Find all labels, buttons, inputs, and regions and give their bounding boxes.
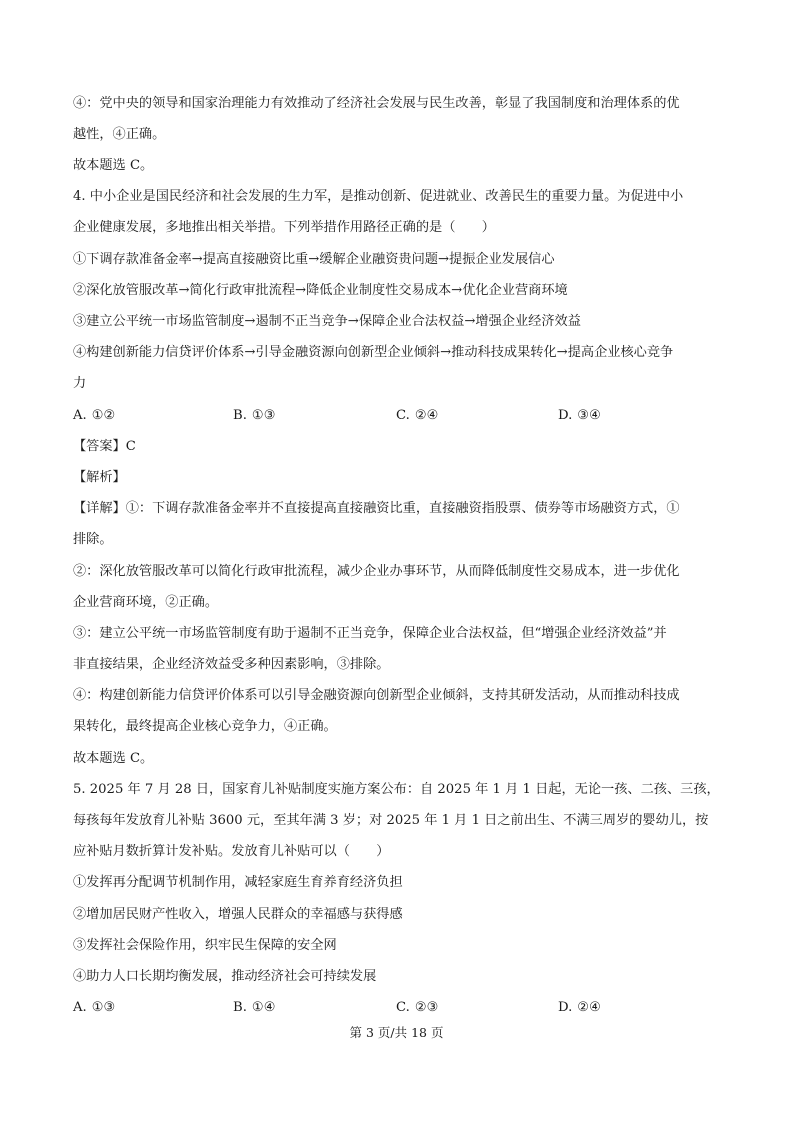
q5-options xyxy=(73,998,723,1018)
q5-statement-4: ④助力人口长期均衡发展，推动经济社会可持续发展 xyxy=(73,969,377,984)
q4-detail-4-cont: 果转化，最终提高企业核心竞争力，④正确。 xyxy=(73,719,337,734)
q5-stem-line-3: 应补贴月数折算计发补贴。发放育儿补贴可以（ ） xyxy=(73,844,390,859)
q4-statement-2: ②深化放管服改革→简化行政审批流程→降低企业制度性交易成本→优化企业营商环境 xyxy=(73,283,568,298)
q5-option-c: C. ②③ xyxy=(396,1000,439,1015)
q5-statement-2: ②增加居民财产性收入，增强人民群众的幸福感与获得感 xyxy=(73,907,403,922)
q4-conclusion: 故本题选 C。 xyxy=(73,751,154,766)
q5-statement-1: ①发挥再分配调节机制作用，减轻家庭生育养育经济负担 xyxy=(73,875,403,890)
q4-stem-line-1: 4. 中小企业是国民经济和社会发展的生力军，是推动创新、促进就业、改善民生的重要力量。为促进中小 xyxy=(73,189,684,204)
page-number-footer: 第 3 页/共 18 页 xyxy=(349,1025,444,1040)
q3-analysis-line-4: ④：党中央的领导和国家治理能力有效推动了经济社会发展与民生改善，彰显了我国制度和治理体系的优 xyxy=(73,96,680,111)
q4-option-d: D. ③④ xyxy=(558,408,601,423)
q4-detail-4: ④：构建创新能力信贷评价体系可以引导金融资源向创新型企业倾斜，支持其研发活动，从而推动科技成 xyxy=(73,688,680,703)
q4-statement-1: ①下调存款准备金率→提高直接融资比重→缓解企业融资贵问题→提振企业发展信心 xyxy=(73,252,555,267)
q4-option-c: C. ②④ xyxy=(396,408,439,423)
q4-detail-3-cont: 非直接结果，企业经济效益受多种因素影响，③排除。 xyxy=(73,657,390,672)
q4-answer: 【答案】C xyxy=(73,439,136,454)
q4-statement-3: ③建立公平统一市场监管制度→遏制不正当竞争→保障企业合法权益→增强企业经济效益 xyxy=(73,314,581,329)
q5-statement-3: ③发挥社会保险作用，织牢民生保障的安全网 xyxy=(73,938,337,953)
q4-stem-line-2: 企业健康发展，多地推出相关举措。下列举措作用路径正确的是（ ） xyxy=(73,220,495,235)
q4-options xyxy=(73,406,723,426)
q4-detail-1-cont: 排除。 xyxy=(73,532,113,547)
q4-option-a: A. ①② xyxy=(73,408,116,423)
q3-analysis-line-4-cont: 越性，④正确。 xyxy=(73,127,166,142)
q5-stem-line-1: 5. 2025 年 7 月 28 日，国家育儿补贴制度实施方案公布：自 2025 年 1 月 1 日起，无论一孩、二孩、三孩， xyxy=(73,782,720,797)
q5-option-b: B. ①④ xyxy=(233,1000,276,1015)
q4-option-b: B. ①③ xyxy=(233,408,276,423)
q4-detail-2-cont: 企业营商环境，②正确。 xyxy=(73,595,219,610)
q4-detail-2: ②：深化放管服改革可以简化行政审批流程，减少企业办事环节，从而降低制度性交易成本，进一步优化 xyxy=(73,564,680,579)
q3-conclusion: 故本题选 C。 xyxy=(73,158,154,173)
q4-detail-3: ③：建立公平统一市场监管制度有助于遏制不正当竞争，保障企业合法权益，但“增强企业经济效益”并 xyxy=(73,626,667,641)
q5-stem-line-2: 每孩每年发放育儿补贴 3600 元，至其年满 3 岁；对 2025 年 1 月 1 日之前出生、不满三周岁的婴幼儿，按 xyxy=(73,813,709,828)
q4-statement-4: ④构建创新能力信贷评价体系→引导金融资源向创新型企业倾斜→推动科技成果转化→提高企业核心竞争 xyxy=(73,345,674,360)
q5-option-a: A. ①③ xyxy=(73,1000,116,1015)
q4-statement-4-cont: 力 xyxy=(73,376,87,391)
q5-option-d: D. ②④ xyxy=(558,1000,601,1015)
q4-analysis-heading: 【解析】 xyxy=(73,470,126,485)
q4-detail-1: 【详解】①：下调存款准备金率并不直接提高直接融资比重，直接融资指股票、债券等市场融资方式，① xyxy=(73,501,680,516)
